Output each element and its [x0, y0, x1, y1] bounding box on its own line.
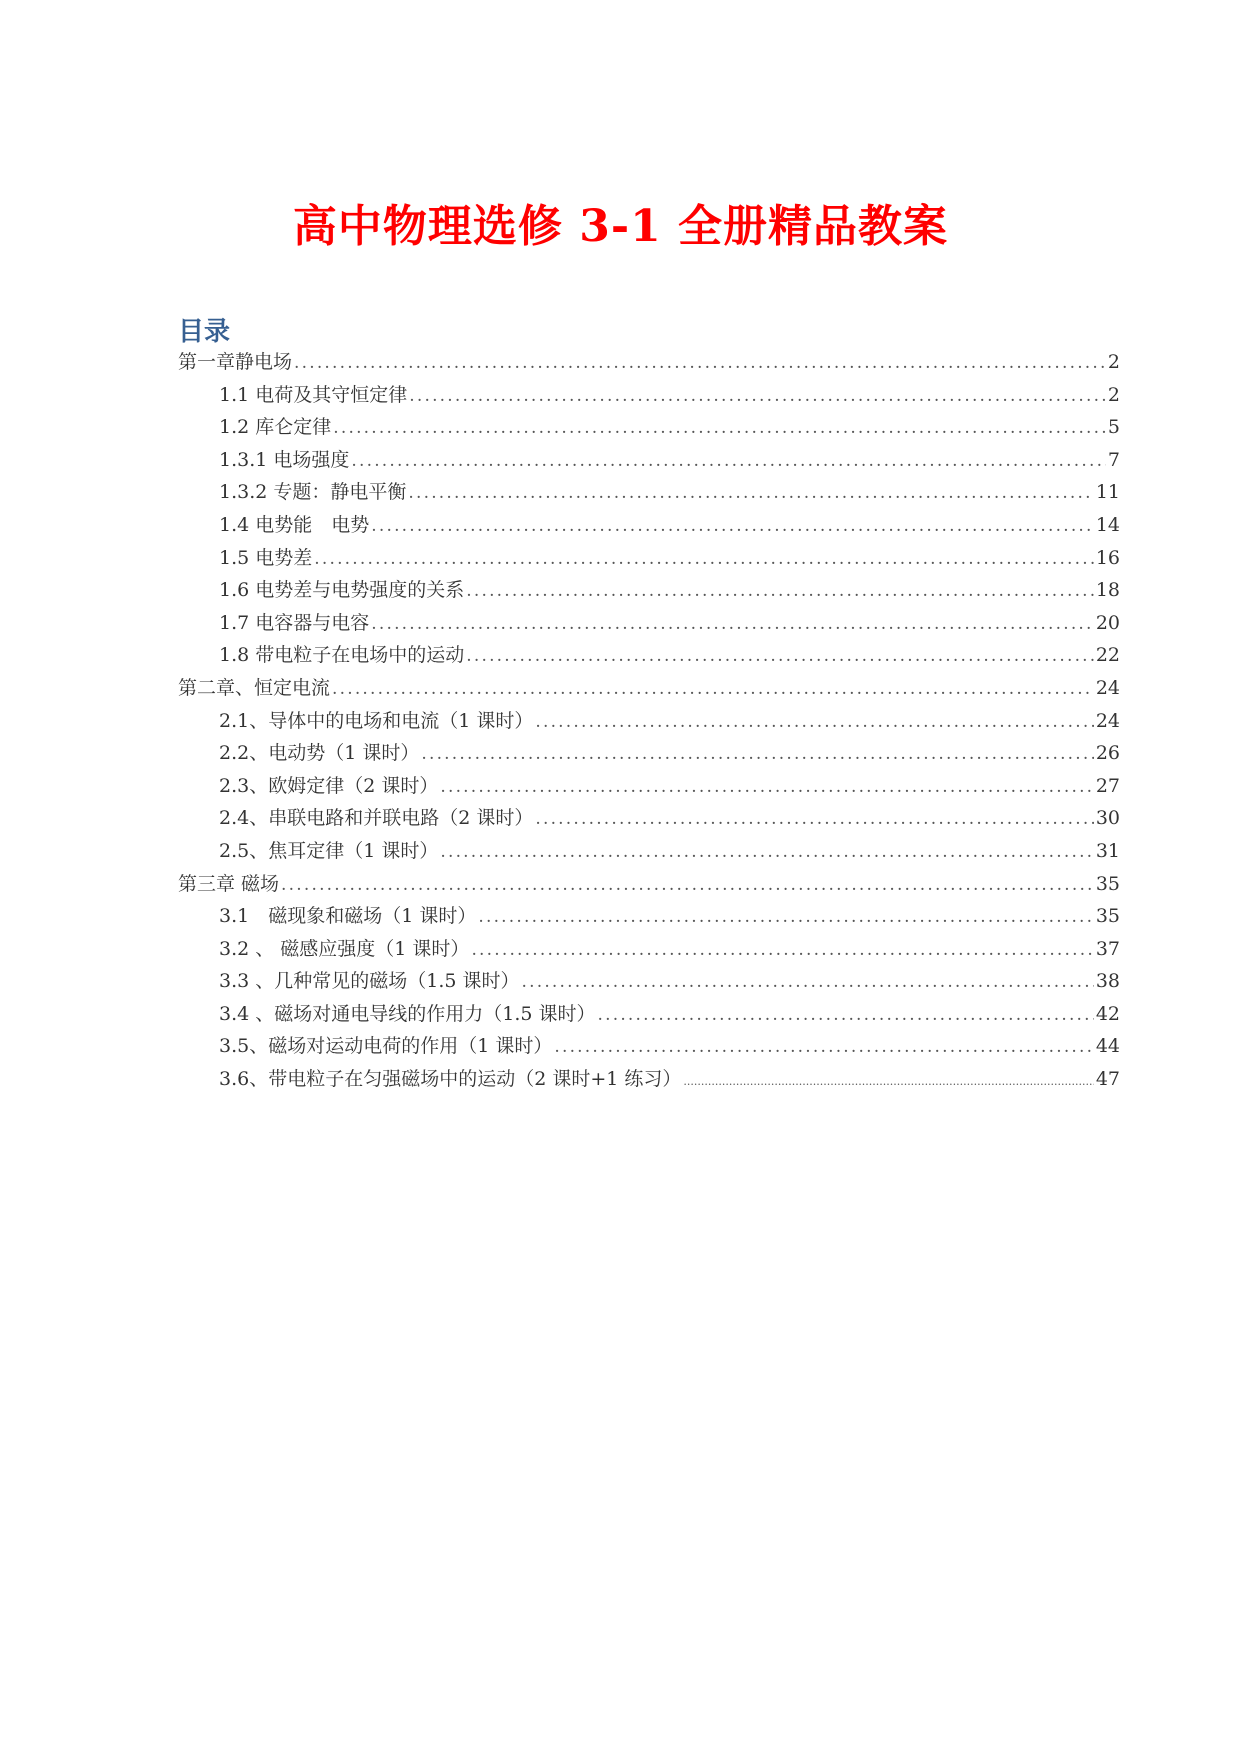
toc-dot-leader — [471, 934, 1093, 967]
toc-entry-title: 1.3.1 电场强度 — [219, 448, 350, 471]
toc-entry-title: 2.3、欧姆定律（2 课时） — [219, 774, 439, 797]
toc-page-number: 24 — [1095, 709, 1120, 732]
toc-section-link[interactable] — [178, 1063, 1120, 1096]
toc-entry-title: 第三章 磁场 — [178, 872, 280, 895]
toc-section-link[interactable] — [178, 542, 1120, 575]
toc-entry-title: 2.4、串联电路和并联电路（2 课时） — [219, 807, 534, 830]
toc-page-number: 44 — [1095, 1035, 1120, 1058]
toc-section-link[interactable] — [178, 998, 1120, 1031]
toc-page-number: 35 — [1095, 905, 1120, 928]
toc-page-number: 37 — [1095, 937, 1120, 960]
toc-page-number: 18 — [1095, 579, 1120, 602]
toc-entry-title: 3.6、带电粒子在匀强磁场中的运动（2 课时+1 练习） — [219, 1068, 682, 1091]
toc-page-number: 24 — [1095, 676, 1120, 699]
document-title: 高中物理选修 3-1 全册精品教案 — [292, 201, 949, 253]
toc-page-number: 7 — [1107, 448, 1120, 471]
toc-chapter-link[interactable] — [178, 672, 1120, 705]
toc-dot-leader — [332, 673, 1094, 706]
toc-entry-title: 1.2 库仑定律 — [219, 416, 332, 439]
toc-page-number: 11 — [1095, 481, 1120, 504]
toc-entry-title: 2.5、焦耳定律（1 课时） — [219, 839, 439, 862]
toc-page-number: 16 — [1095, 546, 1120, 569]
toc-entry-title: 1.3.2 专题：静电平衡 — [219, 481, 407, 504]
toc-section-link[interactable] — [178, 1030, 1120, 1063]
toc-section-link[interactable] — [178, 607, 1120, 640]
toc-page-number: 47 — [1095, 1068, 1120, 1091]
toc-section-link[interactable] — [178, 639, 1120, 672]
toc-page-number: 22 — [1095, 644, 1120, 667]
toc-dot-leader — [351, 445, 1106, 478]
toc-entry-title: 第一章静电场 — [178, 351, 293, 373]
toc-section-link[interactable] — [178, 476, 1120, 509]
toc-dot-leader — [440, 771, 1093, 804]
toc-section-link[interactable] — [178, 379, 1120, 412]
toc-entry-title: 1.4 电势能 电势 — [219, 513, 370, 536]
toc-page-number: 27 — [1095, 774, 1120, 797]
toc-dot-leader — [598, 999, 1094, 1032]
toc-dot-leader — [408, 477, 1093, 510]
toc-dot-leader — [371, 510, 1094, 543]
toc-section-link[interactable] — [178, 770, 1120, 803]
toc-section-link[interactable] — [178, 411, 1120, 444]
toc-page-number: 26 — [1095, 742, 1120, 765]
toc-page-number: 20 — [1095, 611, 1120, 634]
toc-dot-leader — [421, 738, 1093, 771]
toc-section-link[interactable] — [178, 965, 1120, 998]
table-of-contents — [178, 346, 1120, 1096]
toc-dot-leader — [683, 1066, 1093, 1099]
toc-entry-title: 第二章、恒定电流 — [178, 676, 331, 699]
toc-section-link[interactable] — [178, 574, 1120, 607]
toc-section-link[interactable] — [178, 509, 1120, 542]
toc-page-number: 14 — [1095, 513, 1120, 536]
toc-entry-title: 1.1 电荷及其守恒定律 — [219, 383, 408, 406]
toc-page-number: 2 — [1107, 351, 1120, 373]
toc-chapter-link[interactable] — [178, 868, 1120, 901]
toc-chapter-link[interactable] — [178, 346, 1120, 379]
toc-entry-title: 2.2、电动势（1 课时） — [219, 742, 420, 765]
toc-dot-leader — [535, 803, 1093, 836]
toc-dot-leader — [371, 608, 1094, 641]
toc-entry-title: 1.6 电势差与电势强度的关系 — [219, 579, 465, 602]
toc-entry-title: 1.7 电容器与电容 — [219, 611, 370, 634]
toc-section-link[interactable] — [178, 705, 1120, 738]
toc-section-link[interactable] — [178, 835, 1120, 868]
toc-page-number: 30 — [1095, 807, 1120, 830]
toc-dot-leader — [281, 869, 1094, 902]
toc-section-link[interactable] — [178, 933, 1120, 966]
toc-page-number: 5 — [1107, 416, 1120, 439]
toc-dot-leader — [333, 412, 1106, 445]
toc-dot-leader — [294, 347, 1106, 380]
toc-page-number: 31 — [1095, 839, 1120, 862]
toc-dot-leader — [314, 543, 1094, 576]
toc-page-number: 38 — [1095, 970, 1120, 993]
toc-dot-leader — [440, 836, 1093, 869]
toc-entry-title: 3.4 、磁场对通电导线的作用力（1.5 课时） — [219, 1002, 596, 1025]
toc-dot-leader — [409, 380, 1106, 413]
toc-heading: 目录 — [178, 316, 231, 347]
toc-dot-leader — [466, 640, 1094, 673]
toc-section-link[interactable] — [178, 802, 1120, 835]
toc-page-number: 35 — [1095, 872, 1120, 895]
toc-entry-title: 3.3 、几种常见的磁场（1.5 课时） — [219, 970, 520, 993]
toc-section-link[interactable] — [178, 900, 1120, 933]
toc-dot-leader — [522, 966, 1094, 999]
toc-dot-leader — [554, 1031, 1093, 1064]
toc-entry-title: 1.5 电势差 — [219, 546, 313, 569]
toc-section-link[interactable] — [178, 737, 1120, 770]
toc-entry-title: 3.5、磁场对运动电荷的作用（1 课时） — [219, 1035, 553, 1058]
toc-entry-title: 2.1、导体中的电场和电流（1 课时） — [219, 709, 534, 732]
toc-page-number: 42 — [1095, 1002, 1120, 1025]
toc-dot-leader — [535, 706, 1093, 739]
toc-entry-title: 3.1 磁现象和磁场（1 课时） — [219, 905, 477, 928]
toc-dot-leader — [478, 901, 1093, 934]
toc-dot-leader — [466, 575, 1094, 608]
toc-entry-title: 3.2 、 磁感应强度（1 课时） — [219, 937, 470, 960]
toc-page-number: 2 — [1107, 383, 1120, 406]
toc-section-link[interactable] — [178, 444, 1120, 477]
toc-entry-title: 1.8 带电粒子在电场中的运动 — [219, 644, 465, 667]
